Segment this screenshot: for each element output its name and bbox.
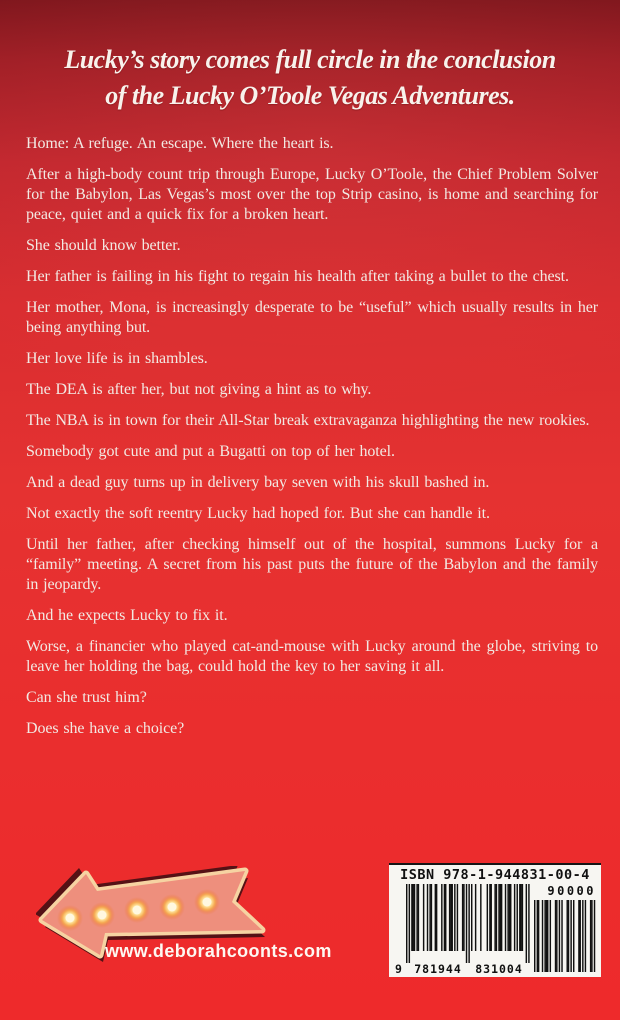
blurb-paragraph: Her love life is in shambles. [26, 350, 208, 367]
barcode-digit-left: 9 [395, 962, 402, 976]
blurb-paragraph: Worse, a financier who played cat-and-mouse with Lucky around the globe, striving to leave her holding the bag, could hold the key to her saving it all. [26, 638, 598, 675]
blurb-paragraph: Not exactly the soft reentry Lucky had hoped for. But she can handle it. [26, 505, 490, 522]
blurb-paragraph: She should know better. [26, 237, 181, 254]
ean5-supplement-barcode [534, 884, 596, 976]
author-website-url: www.deborahcoonts.com [105, 941, 332, 961]
blurb-paragraph: Her mother, Mona, is increasingly desperate to be “useful” which usually results in her being anything but. [26, 299, 598, 336]
blurb-paragraph: Until her father, after checking himself out of the hospital, summons Lucky for a “family” meeting. A secret from his past puts the future of the Babylon and the family in jeopardy. [26, 536, 598, 593]
barcode-digit-group1: 781944 [414, 962, 462, 976]
tagline-line-1: Lucky’s story comes full circle in the conclusion [64, 45, 556, 74]
blurb-paragraph: Home: A refuge. An escape. Where the heart is. [26, 135, 334, 152]
isbn-barcode-block [389, 863, 601, 977]
blurb-paragraph: After a high-body count trip through Europe, Lucky O’Toole, the Chief Problem Solver for the Babylon, Las Vegas’s most over the top Strip casino, is home and searching for peace, quiet and a quick fix for a broken heart. [26, 166, 598, 223]
barcode-row [394, 884, 596, 976]
blurb [0, 134, 620, 739]
tagline-line-2: of the Lucky O’Toole Vegas Adventures. [105, 81, 515, 110]
ean13-barcode [394, 884, 532, 976]
blurb-paragraph: Her father is failing in his fight to regain his health after taking a bullet to the chest. [26, 268, 569, 285]
blurb-paragraph: Does she have a choice? [26, 720, 185, 737]
blurb-paragraph: Can she trust him? [26, 689, 147, 706]
blurb-paragraph: Somebody got cute and put a Bugatti on top of her hotel. [26, 443, 395, 460]
barcode-digit-group2: 831004 [475, 962, 523, 976]
blurb-paragraph: The NBA is in town for their All-Star break extravaganza highlighting the new rookies. [26, 412, 590, 429]
tagline [0, 0, 620, 114]
supplement-price-code: 90000 [547, 884, 596, 898]
blurb-paragraph: And a dead guy turns up in delivery bay seven with his skull bashed in. [26, 474, 490, 491]
isbn-number-label: ISBN 978-1-944831-00-4 [400, 867, 590, 883]
blurb-paragraph: And he expects Lucky to fix it. [26, 607, 228, 624]
blurb-paragraph: The DEA is after her, but not giving a hint as to why. [26, 381, 372, 398]
